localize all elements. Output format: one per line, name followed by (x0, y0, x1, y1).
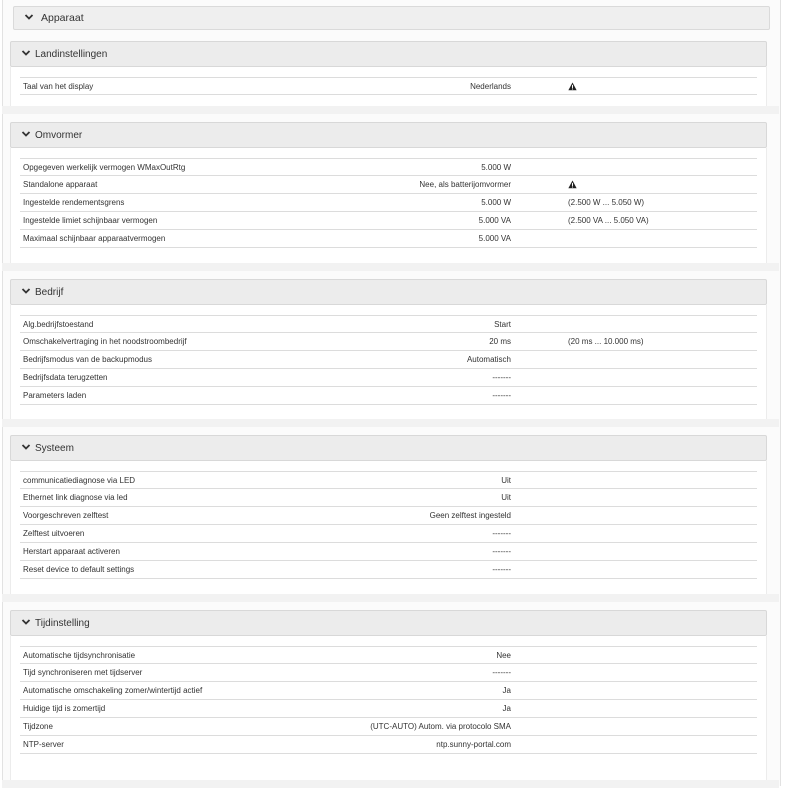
parameter-row (20, 718, 757, 736)
parameter-value[interactable]: 5.000 VA (478, 234, 511, 243)
section-separator (2, 419, 779, 427)
section-header-bedrijf[interactable] (10, 279, 767, 305)
parameter-label: Ethernet link diagnose via led (23, 493, 128, 502)
device-header[interactable] (13, 6, 770, 30)
parameter-label: Omschakelvertraging in het noodstroombedrijf (23, 337, 187, 346)
parameter-row (20, 489, 757, 507)
parameter-row (20, 471, 757, 489)
section-header-tijdinstelling[interactable] (10, 610, 767, 636)
parameter-value[interactable]: Geen zelftest ingesteld (429, 511, 511, 520)
section-title: Systeem (35, 443, 74, 454)
parameter-label: Ingestelde limiet schijnbaar vermogen (23, 216, 158, 225)
parameter-value[interactable]: 5.000 VA (478, 216, 511, 225)
parameter-range: (2.500 VA ... 5.050 VA) (568, 216, 649, 225)
section-title: Landinstellingen (35, 49, 108, 60)
parameter-value[interactable]: Nee, als batterijomvormer (419, 180, 511, 189)
parameter-label: Bedrijfsdata terugzetten (23, 373, 108, 382)
parameter-row (20, 664, 757, 682)
parameter-list (20, 471, 757, 579)
parameter-label: Tijd synchroniseren met tijdserver (23, 668, 143, 677)
parameter-label: Zelftest uitvoeren (23, 529, 85, 538)
parameter-label: Herstart apparaat activeren (23, 547, 120, 556)
parameter-label: Huidige tijd is zomertijd (23, 704, 106, 713)
chevron-down-icon (21, 129, 31, 139)
parameter-label: communicatiediagnose via LED (23, 476, 136, 485)
parameter-value[interactable]: Uit (501, 493, 511, 502)
chevron-down-icon (21, 442, 31, 452)
parameter-row (20, 176, 757, 194)
parameter-value[interactable]: ------- (492, 547, 511, 556)
parameter-value[interactable]: Ja (502, 686, 511, 695)
parameter-row (20, 333, 757, 351)
parameter-label: Alg.bedrijfstoestand (23, 320, 94, 329)
parameter-range: (20 ms ... 10.000 ms) (568, 337, 644, 346)
parameter-value[interactable]: ------- (492, 565, 511, 574)
section-title: Omvormer (35, 130, 83, 141)
parameter-label: Taal van het display (23, 82, 94, 91)
parameter-label: Maximaal schijnbaar apparaatvermogen (23, 234, 166, 243)
parameter-value[interactable]: (UTC-AUTO) Autom. via protocolo SMA (370, 722, 511, 731)
section-separator (2, 780, 779, 788)
parameter-list (20, 77, 757, 95)
parameter-row (20, 682, 757, 700)
warning-icon (568, 82, 577, 91)
parameter-value[interactable]: ntp.sunny-portal.com (436, 740, 511, 749)
parameter-row (20, 315, 757, 333)
parameter-value[interactable]: 5.000 W (481, 163, 511, 172)
parameter-label: Reset device to default settings (23, 565, 135, 574)
section-title: Bedrijf (35, 287, 64, 298)
parameter-label: Automatische tijdsynchronisatie (23, 651, 136, 660)
parameter-value[interactable]: Ja (502, 704, 511, 713)
parameter-row (20, 158, 757, 176)
chevron-down-icon (21, 617, 31, 627)
parameter-value[interactable]: 20 ms (489, 337, 511, 346)
parameter-row (20, 561, 757, 579)
parameter-row (20, 387, 757, 405)
parameter-value[interactable]: Nederlands (470, 82, 511, 91)
parameter-row (20, 700, 757, 718)
parameter-row (20, 525, 757, 543)
parameter-range: (2.500 W ... 5.050 W) (568, 198, 645, 207)
parameter-label: Standalone apparaat (23, 180, 98, 189)
parameter-row (20, 507, 757, 525)
chevron-down-icon (21, 286, 31, 296)
parameter-value[interactable]: Automatisch (466, 355, 511, 364)
parameter-row (20, 369, 757, 387)
parameter-row (20, 543, 757, 561)
section-header-landinstellingen[interactable] (10, 41, 767, 67)
parameter-list (20, 646, 757, 754)
chevron-down-icon (24, 12, 34, 22)
parameter-label: Tijdzone (23, 722, 53, 731)
parameter-value[interactable]: ------- (492, 373, 511, 382)
chevron-down-icon (21, 48, 31, 58)
parameter-label: Bedrijfsmodus van de backupmodus (23, 355, 152, 364)
parameter-label: NTP-server (23, 740, 64, 749)
parameter-row (20, 351, 757, 369)
parameter-value[interactable]: 5.000 W (481, 198, 511, 207)
section-separator (2, 106, 779, 114)
parameter-label: Ingestelde rendementsgrens (23, 198, 125, 207)
parameter-row (20, 194, 757, 212)
parameter-row (20, 736, 757, 754)
parameter-row (20, 77, 757, 95)
section-separator (2, 594, 779, 602)
section-title: Tijdinstelling (35, 618, 90, 629)
parameter-label: Voorgeschreven zelftest (23, 511, 109, 520)
parameter-value[interactable]: ------- (492, 391, 511, 400)
parameter-value[interactable]: ------- (492, 529, 511, 538)
parameter-label: Parameters laden (23, 391, 87, 400)
warning-icon (568, 180, 577, 189)
parameter-value[interactable]: ------- (492, 668, 511, 677)
section-header-systeem[interactable] (10, 435, 767, 461)
device-title: Apparaat (41, 12, 84, 24)
parameter-value[interactable]: Nee (496, 651, 511, 660)
parameter-label: Opgegeven werkelijk vermogen WMaxOutRtg (23, 163, 186, 172)
section-separator (2, 263, 779, 271)
parameter-row (20, 230, 757, 248)
parameter-list (20, 315, 757, 405)
parameter-label: Automatische omschakeling zomer/wintertijd actief (23, 686, 203, 695)
parameter-list (20, 158, 757, 248)
parameter-row (20, 646, 757, 664)
parameter-value[interactable]: Start (494, 320, 511, 329)
parameter-row (20, 212, 757, 230)
section-header-omvormer[interactable] (10, 122, 767, 148)
parameter-value[interactable]: Uit (501, 476, 511, 485)
